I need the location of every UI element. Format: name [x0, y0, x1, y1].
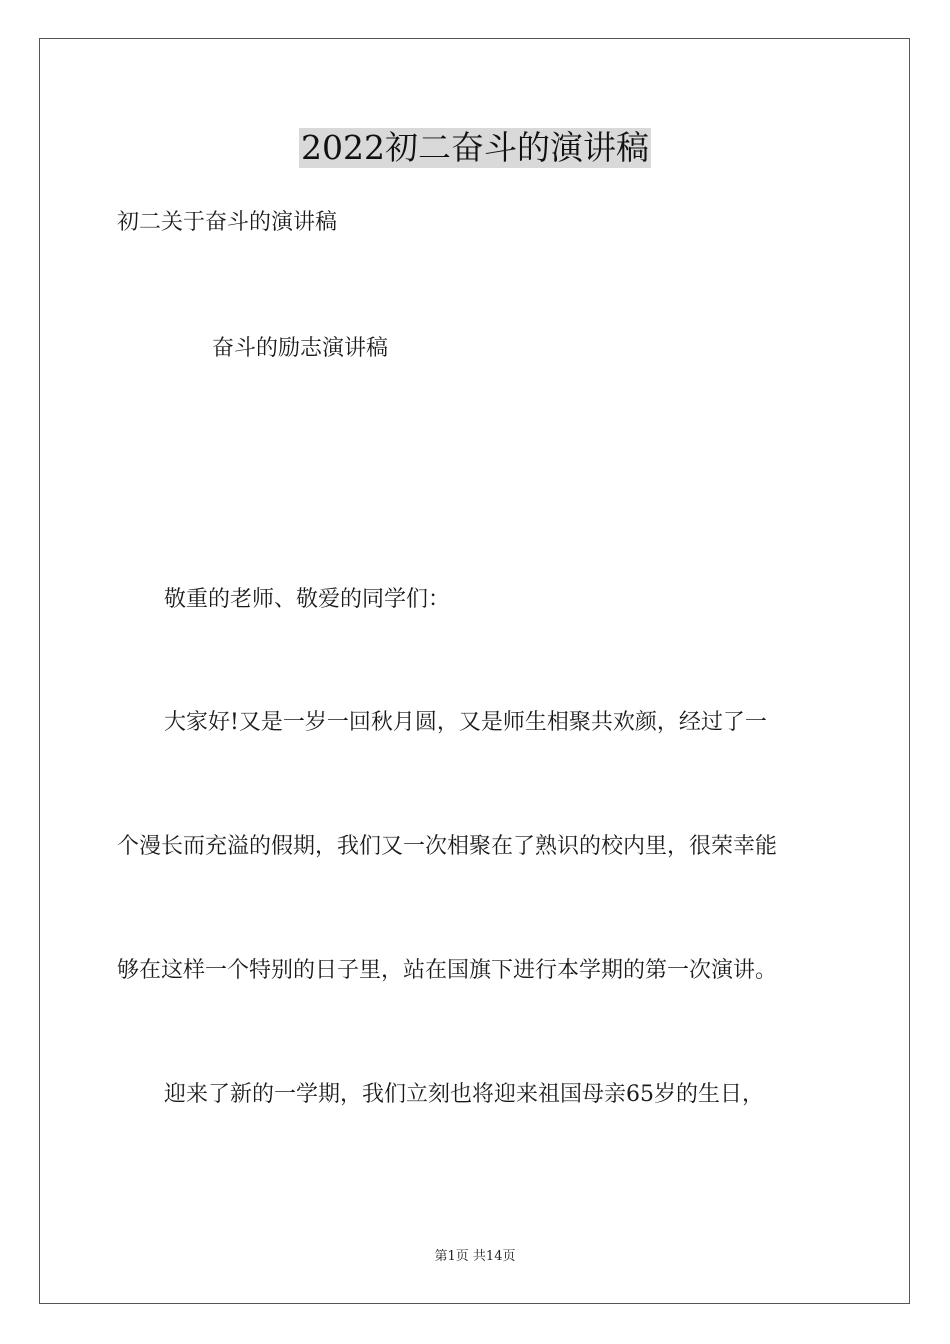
heading-text: 奋斗的励志演讲稿: [212, 336, 389, 361]
paragraph-line: 迎来了新的一学期，我们立刻也将迎来祖国母亲65岁的生日，: [164, 1082, 764, 1107]
greeting-text: 敬重的老师、敬爱的同学们：: [164, 587, 451, 612]
document-title: 2022初二奋斗的演讲稿: [301, 128, 649, 167]
title-container: [0, 128, 950, 168]
paragraph-line: 大家好!又是一岁一回秋月圆，又是师生相聚共欢颜，经过了一: [164, 710, 767, 735]
paragraph-line: 够在这样一个特别的日子里，站在国旗下进行本学期的第一次演讲。: [117, 958, 778, 983]
subtitle-text: 初二关于奋斗的演讲稿: [117, 210, 338, 235]
paragraph-line: 个漫长而充溢的假期，我们又一次相聚在了熟识的校内里，很荣幸能: [117, 834, 778, 859]
page-number-footer: 第1页 共14页: [434, 1249, 516, 1264]
